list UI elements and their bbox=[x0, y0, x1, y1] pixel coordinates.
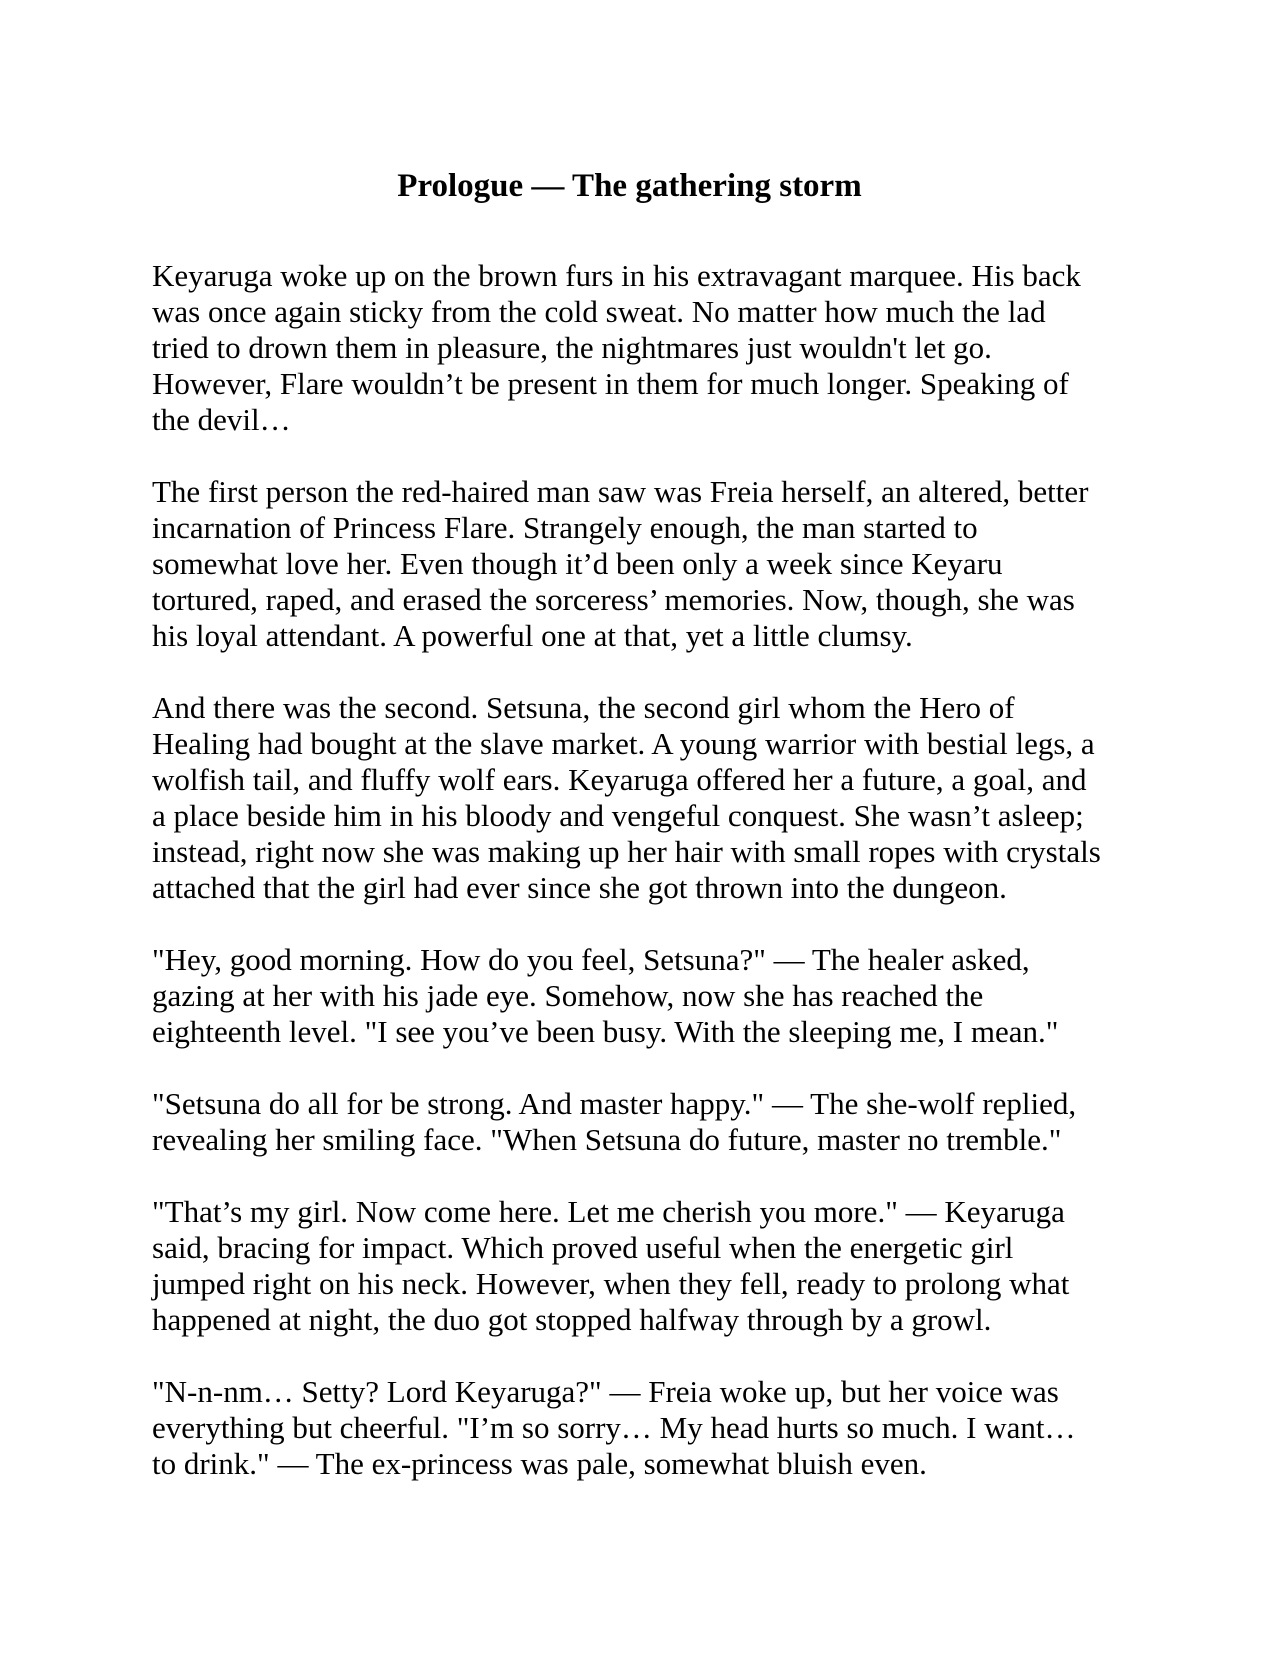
paragraph-7: "N-n-nm… Setty? Lord Keyaruga?" — Freia woke up, but her voice was everything but cheerful. "I’m so sorry… My head hurts so much. I want… to drink." — The ex-princess was pale, somewhat bluish even. bbox=[152, 1374, 1076, 1481]
paragraph-1: Keyaruga woke up on the brown furs in his extravagant marquee. His back was once again sticky from the cold sweat. No matter how much the lad tried to drown them in pleasure, the nightmares just wouldn't let go. However, Flare wouldn’t be present in them for much longer. Speaking of the devil… bbox=[152, 258, 1081, 437]
paragraph-6: "That’s my girl. Now come here. Let me cherish you more." — Keyaruga said, bracing for impact. Which proved useful when the energetic girl jumped right on his neck. However, when they fell, ready to prolong what happened at night, the duo got stopped halfway through by a growl. bbox=[152, 1194, 1070, 1337]
paragraph-3: And there was the second. Setsuna, the second girl whom the Hero of Healing had bought at the slave market. A young warrior with bestial legs, a wolfish tail, and fluffy wolf ears. Keyaruga offered her a future, a goal, and a place beside him in his bloody and vengeful conquest. She wasn’t asleep; instead, right now she was making up her hair with small ropes with crystals attached that the girl had ever since she got thrown into the dungeon. bbox=[152, 690, 1101, 905]
paragraph-4: "Hey, good morning. How do you feel, Setsuna?" — The healer asked, gazing at her with his jade eye. Somehow, now she has reached the eighteenth level. "I see you’ve been busy. With the sleeping me, I mean." bbox=[152, 942, 1059, 1049]
paragraph-5: "Setsuna do all for be strong. And master happy." — The she-wolf replied, revealing her smiling face. "When Setsuna do future, master no tremble." bbox=[152, 1086, 1077, 1157]
paragraph-2: The first person the red-haired man saw was Freia herself, an altered, better incarnation of Princess Flare. Strangely enough, the man started to somewhat love her. Even though it’d been only a week since Keyaru tortured, raped, and erased the sorceress’ memories. Now, though, she was his loyal attendant. A powerful one at that, yet a little clumsy. bbox=[152, 474, 1089, 653]
page-title: Prologue — The gathering storm bbox=[397, 168, 862, 204]
